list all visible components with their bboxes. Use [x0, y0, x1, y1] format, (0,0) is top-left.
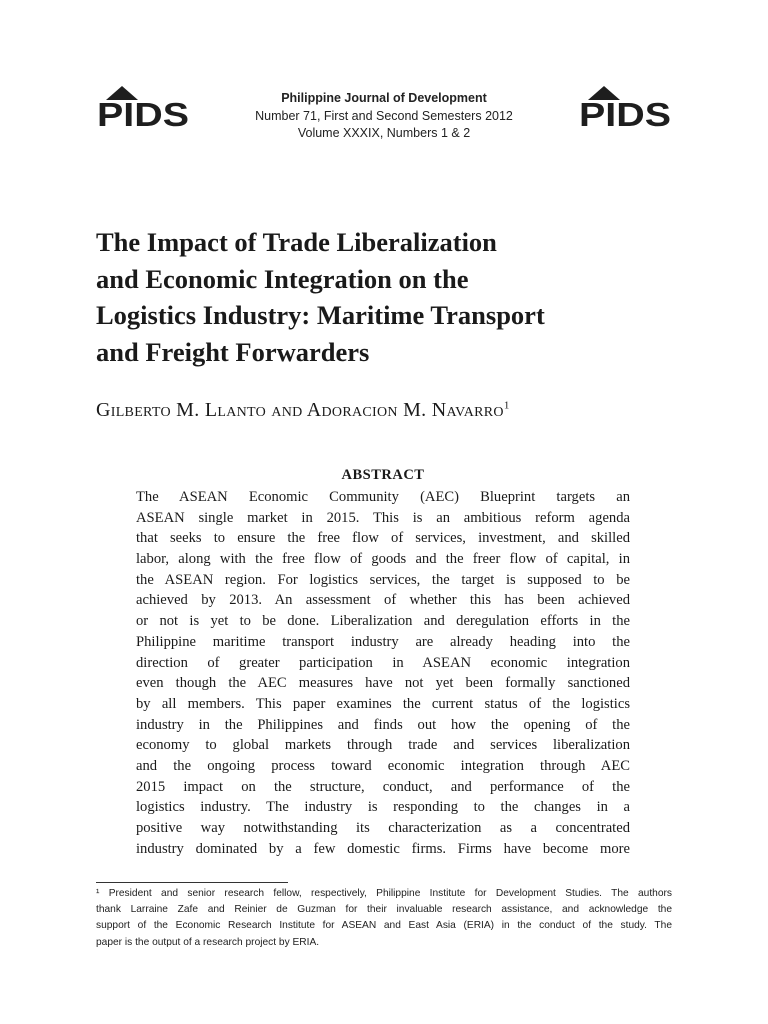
author-names: Gilberto M. Llanto and Adoracion M. Navarro: [96, 399, 504, 421]
title-line: The Impact of Trade Liberalization: [96, 227, 497, 257]
title-line: Logistics Industry: Maritime Transport: [96, 300, 545, 330]
abstract-line: by all members. This paper examines the current status of the logistics: [136, 695, 630, 712]
author-line: [96, 399, 696, 422]
footnote-line: paper is the output of a research project by ERIA.: [96, 936, 320, 948]
footnote-divider: [96, 882, 288, 883]
abstract-body: [136, 487, 630, 859]
abstract-line: labor, along with the free flow of goods and the freer flow of capital, in: [136, 551, 630, 568]
footnote: [96, 886, 672, 951]
journal-header: [200, 90, 568, 143]
footnote-line: ¹ President and senior research fellow, respectively, Philippine Institute for Development Studies. The authors: [96, 888, 672, 899]
abstract-line: logistics industry. The industry is responding to the changes in a: [136, 799, 630, 816]
abstract-line: industry in the Philippines and finds out how the opening of the: [136, 716, 630, 733]
abstract-line: industry dominated by a few domestic firms. Firms have become more: [136, 840, 630, 857]
pids-logo-icon: [578, 86, 672, 128]
volume-line: Volume XXXIX, Numbers 1 & 2: [297, 126, 471, 140]
abstract-line: and the ongoing process toward economic integration through AEC: [136, 757, 630, 774]
paper-title: [96, 224, 676, 370]
abstract-line: positive way notwithstanding its characterization as a concentrated: [136, 820, 630, 836]
abstract-line: direction of greater participation in ASEAN economic integration: [136, 654, 630, 671]
abstract-line: that seeks to ensure the free flow of services, investment, and skilled: [136, 530, 630, 547]
pids-logo-right: [578, 86, 672, 128]
abstract-line: the ASEAN region. For logistics services, the target is supposed to be: [136, 571, 630, 588]
abstract-line: achieved by 2013. An assessment of whether this has been achieved: [136, 592, 630, 609]
issue-line: Number 71, First and Second Semesters 2012: [255, 108, 513, 123]
abstract-line: ASEAN single market in 2015. This is an ambitious reform agenda: [136, 509, 630, 526]
title-line: and Freight Forwarders: [96, 336, 370, 367]
footnote-line: support of the Economic Research Institute for ASEAN and East Asia (ERIA) in the conduct of the study. The: [96, 920, 672, 932]
abstract-line: 2015 impact on the structure, conduct, and performance of the: [136, 778, 630, 795]
journal-name: Philippine Journal of Development: [281, 91, 487, 105]
svg-text:PIDS: PIDS: [579, 96, 671, 128]
abstract-line: The ASEAN Economic Community (AEC) Blueprint targets an: [136, 489, 630, 505]
footnote-marker: 1: [503, 399, 510, 412]
pids-logo-left: [96, 86, 190, 128]
abstract-line: or not is yet to be done. Liberalization and deregulation efforts in the: [136, 613, 630, 630]
svg-text:PIDS: PIDS: [97, 96, 189, 128]
abstract-line: Philippine maritime transport industry are already heading into the: [136, 633, 630, 650]
title-line: and Economic Integration on the: [96, 263, 469, 294]
pids-logo-icon: [96, 86, 190, 128]
abstract-heading: ABSTRACT: [341, 467, 425, 483]
abstract-line: economy to global markets through trade and services liberalization: [136, 737, 630, 754]
footnote-line: thank Larraine Zafe and Reinier de Guzman for their invaluable research assistance, and acknowledge the: [96, 904, 672, 916]
abstract-line: even though the AEC measures have not yet been formally sanctioned: [136, 675, 630, 692]
